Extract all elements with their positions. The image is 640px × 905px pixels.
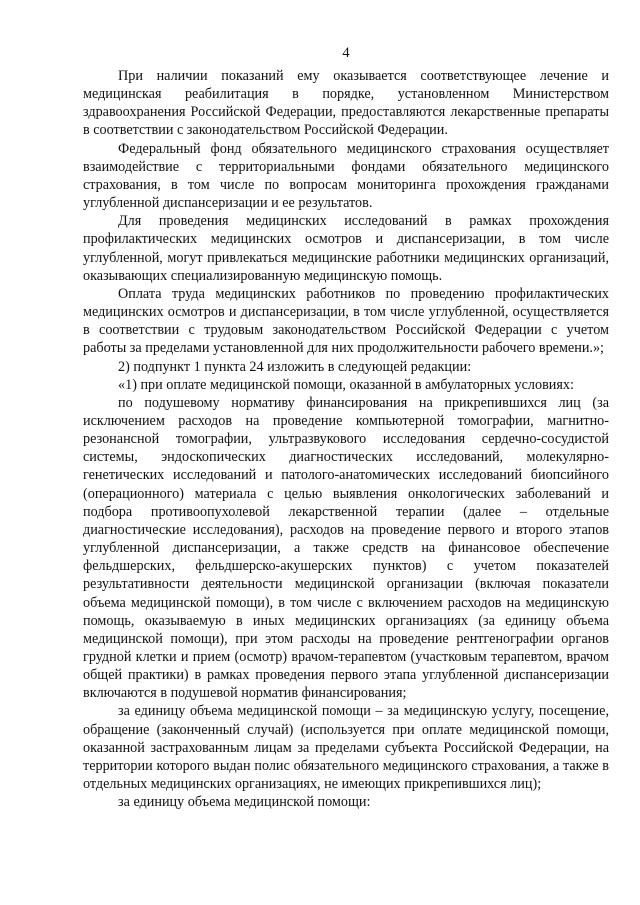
paragraph: Оплата труда медицинских работников по проведению профилактических медицинских осмотров и диспансеризации, в том числе углубленной, осуществляется в соответствии с трудовым законодательством Российской Федерации с учетом работы за пределами установленной для них продолжительности рабочего времени.»; bbox=[83, 285, 609, 357]
paragraph: 2) подпункт 1 пункта 24 изложить в следующей редакции: bbox=[118, 358, 472, 375]
paragraph: Для проведения медицинских исследований в рамках прохождения профилактических медицинских осмотров и диспансеризации, в том числе углубленной, могут привлекаться медицинские работники медицинских организаций, оказывающих специализированную медицинскую помощь. bbox=[83, 213, 609, 284]
paragraph: за единицу объема медицинской помощи: bbox=[118, 794, 371, 811]
paragraph: по подушевому нормативу финансирования на прикрепившихся лиц (за исключением расходов на проведение компьютерной томографии, магнитно-резонансной томографии, ультразвукового исследования сердечно-сосудистой системы, эндоскопических диагностических исследований, молекулярно-генетических исследований и патолого-анатомических исследований биопсийного (операционного) материала с целью выявления онкологических заболеваний и подбора противоопухолевой лекарственной терапии (далее – отдельные диагностические исследования), расходов на проведение первого и второго этапов углубленной диспансеризации, а также средств на финансовое обеспечение фельдшерских, фельдшерско-акушерских пунктов) с учетом показателей результативности деятельности медицинской организации (включая показатели объема медицинской помощи), в том числе с включением расходов на медицинскую помощь, оказываемую в иных медицинских организациях (за единицу объема медицинской помощи), при этом расходы на проведение рентгенографии органов грудной клетки и прием (осмотр) врачом-терапевтом (участковым терапевтом, врачом общей практики) в рамках проведения первого этапа углубленной диспансеризации включаются в подушевой норматив финансирования; bbox=[83, 394, 609, 702]
paragraph: «1) при оплате медицинской помощи, оказанной в амбулаторных условиях: bbox=[118, 376, 574, 393]
document-page bbox=[83, 0, 609, 905]
document-body bbox=[83, 67, 609, 811]
paragraph: Федеральный фонд обязательного медицинского страхования осуществляет взаимодействие с территориальными фондами обязательного медицинского страхования, в том числе по вопросам мониторинга прохождения гражданами углубленной диспансеризации и ее результатов. bbox=[83, 140, 609, 212]
page-number: 4 bbox=[342, 45, 350, 61]
paragraph: за единицу объема медицинской помощи – за медицинскую услугу, посещение, обращение (законченный случай) (используется при оплате медицинской помощи, оказанной застрахованным лицам за пределами субъекта Российской Федерации, на территории которого выдан полис обязательного медицинского страхования, а также в отдельных медицинских организациях, не имеющих прикрепившихся лиц); bbox=[83, 703, 609, 793]
paragraph: При наличии показаний ему оказывается соответствующее лечение и медицинская реабилитация в порядке, установленном Министерством здравоохранения Российской Федерации, предоставляются лекарственные препараты в соответствии с законодательством Российской Федерации. bbox=[83, 68, 609, 139]
